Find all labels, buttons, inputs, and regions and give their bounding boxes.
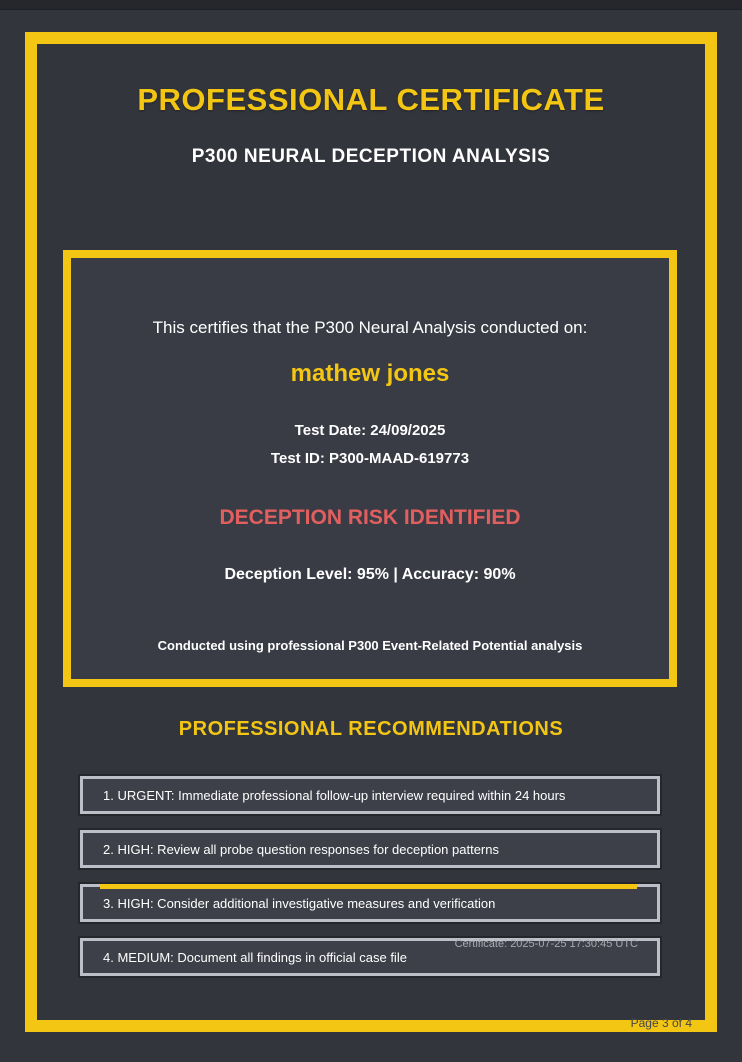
recommendation-item-3 <box>80 884 660 922</box>
test-date: Test Date: 24/09/2025 <box>294 422 446 439</box>
top-strip <box>0 0 742 10</box>
recommendation-item-2 <box>80 830 660 868</box>
deception-metrics: Deception Level: 95% | Accuracy: 90% <box>224 566 516 583</box>
recommendation-text: 3. HIGH: Consider additional investigative measures and verification <box>103 895 496 911</box>
page-number: Page 3 of 4 <box>630 1016 692 1030</box>
recommendation-text: 4. MEDIUM: Document all findings in official case file <box>103 949 407 965</box>
certification-intro-text: This certifies that the P300 Neural Analysis conducted on: <box>152 318 588 337</box>
test-id: Test ID: P300-MAAD-619773 <box>270 450 470 467</box>
recommendation-text: 2. HIGH: Review all probe question responses for deception patterns <box>103 841 499 857</box>
risk-status: DECEPTION RISK IDENTIFIED <box>219 506 521 529</box>
recommendation-text: 1. URGENT: Immediate professional follow-up interview required within 24 hours <box>103 787 566 803</box>
yellow-divider-stripe <box>100 884 637 889</box>
certificate-timestamp: Certificate: 2025-07-25 17:30:45 UTC <box>454 938 638 950</box>
page-subtitle: P300 NEURAL DECEPTION ANALYSIS <box>191 146 551 167</box>
recommendations-heading: PROFESSIONAL RECOMMENDATIONS <box>178 718 564 740</box>
recommendation-item-1 <box>80 776 660 814</box>
certificate-inner-box <box>63 250 677 687</box>
method-note: Conducted using professional P300 Event-Related Potential analysis <box>157 638 583 653</box>
subject-name: mathew jones <box>290 360 450 387</box>
page-title: PROFESSIONAL CERTIFICATE <box>137 82 605 117</box>
